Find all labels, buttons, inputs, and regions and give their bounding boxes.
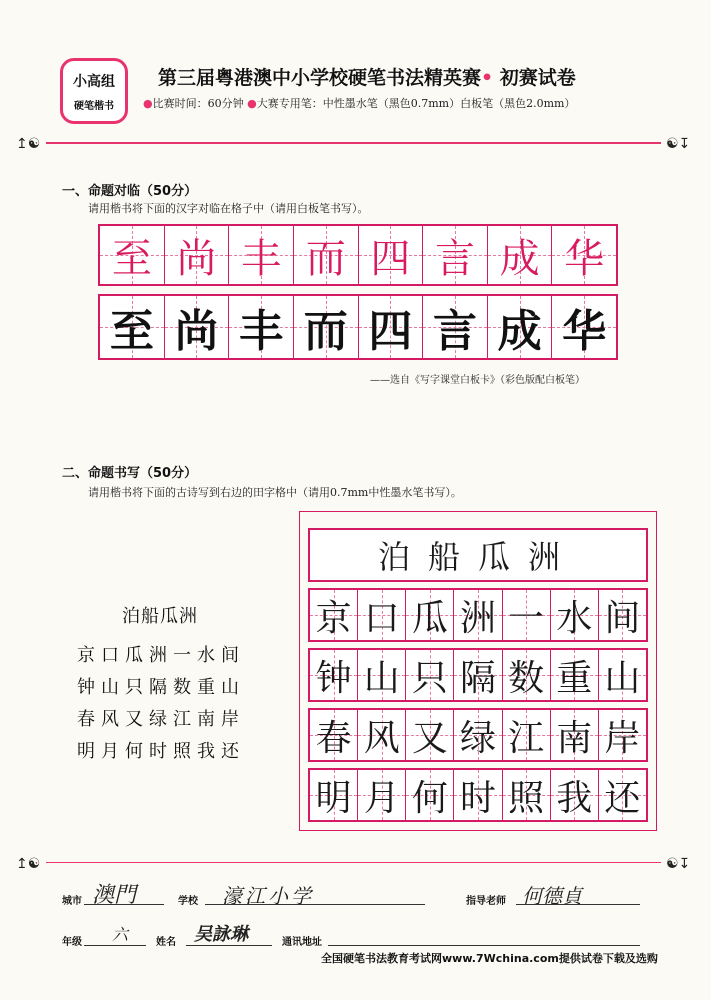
title-main: 第三届粤港澳中小学校硬笔书法精英赛 — [158, 67, 482, 89]
group-badge — [60, 58, 128, 124]
poem-char: 月 — [363, 777, 400, 819]
city-line — [84, 904, 164, 905]
poem-char: 钟 — [315, 657, 352, 699]
exam-time: 比赛时间：60分钟 — [152, 97, 244, 110]
grid-cell[interactable] — [503, 650, 551, 700]
grid-cell[interactable] — [488, 226, 553, 284]
grid-cell[interactable] — [551, 590, 599, 640]
poem-char: 时 — [459, 777, 496, 819]
section2-instruction: 请用楷书将下面的古诗写到右边的田字格中（请用0.7mm中性墨水笔书写）。 — [88, 486, 462, 499]
city-value[interactable]: 澳門 — [92, 883, 137, 908]
grid-cell[interactable] — [359, 226, 424, 284]
grid-cell[interactable] — [358, 770, 406, 820]
poem-char: 何 — [411, 777, 448, 819]
grid-cell[interactable] — [599, 590, 646, 640]
poem-char: 京 — [315, 597, 352, 639]
poem-grid-row — [308, 768, 648, 822]
poem-char: 照 — [508, 777, 545, 819]
poem-line: 钟山只隔数重山 — [77, 677, 245, 698]
poem-grid-row — [308, 588, 648, 642]
grid-cell[interactable] — [294, 296, 359, 358]
badge-group-label: 小高组 — [73, 73, 115, 90]
poem-char: 岸 — [604, 717, 641, 759]
poem-line: 春风又绿江南岸 — [77, 709, 245, 730]
address-label: 通讯地址 — [282, 937, 322, 948]
grid-cell[interactable] — [503, 770, 551, 820]
grid-cell[interactable] — [358, 590, 406, 640]
poem-char: 瓜 — [411, 597, 448, 639]
model-char: 而 — [305, 235, 346, 282]
poem-char: 我 — [556, 777, 593, 819]
grid-cell[interactable] — [294, 226, 359, 284]
poem-char: 又 — [411, 717, 448, 759]
poem-char: 口 — [363, 597, 400, 639]
top-divider — [46, 142, 661, 144]
ornament-right-icon: ☯↧ — [666, 856, 691, 872]
ornament-right-icon: ☯↧ — [666, 136, 691, 152]
poem-char: 一 — [508, 597, 545, 639]
poem-title-box[interactable] — [308, 528, 648, 582]
written-char: 华 — [562, 306, 607, 357]
grade-value[interactable]: 六 — [112, 925, 129, 944]
poem-line: 明月何时照我还 — [77, 741, 245, 762]
grade-line — [84, 945, 146, 946]
name-line — [186, 945, 272, 946]
poem-char: 隔 — [459, 657, 496, 699]
grid-cell[interactable] — [454, 650, 502, 700]
title-separator: • — [481, 67, 494, 89]
grid-cell[interactable] — [406, 650, 454, 700]
grid-cell[interactable] — [488, 296, 553, 358]
model-char: 四 — [370, 235, 411, 282]
model-char: 成 — [499, 235, 540, 282]
ornament-left-icon: ↥☯ — [16, 856, 41, 872]
grid-cell[interactable] — [454, 710, 502, 760]
poem-char: 山 — [363, 657, 400, 699]
source-note: ——选自《写字课堂白板卡》（彩色版配白板笔） — [370, 375, 585, 386]
grid-cell[interactable] — [310, 770, 358, 820]
grid-cell[interactable] — [406, 590, 454, 640]
grid-cell[interactable] — [310, 710, 358, 760]
poem-char: 江 — [508, 717, 545, 759]
poem-grid-row — [308, 648, 648, 702]
model-char: 尚 — [176, 235, 217, 282]
poem-grid-row — [308, 708, 648, 762]
grid-cell[interactable] — [503, 590, 551, 640]
grid-cell[interactable] — [551, 710, 599, 760]
section2-title: 二、命题书写（50分） — [62, 466, 198, 481]
poem-char: 间 — [604, 597, 641, 639]
poem-title: 泊船瓜洲 — [122, 606, 198, 627]
grid-cell[interactable] — [423, 226, 488, 284]
grid-cell[interactable] — [599, 650, 646, 700]
poem-line: 京口瓜洲一水间 — [77, 645, 245, 666]
poem-char: 还 — [604, 777, 641, 819]
address-line[interactable] — [328, 945, 640, 946]
teacher-label: 指导老师 — [466, 896, 506, 907]
grid-cell[interactable] — [406, 770, 454, 820]
grid-cell[interactable] — [229, 226, 294, 284]
exam-pen-info: 大赛专用笔：中性墨水笔（黑色0.7mm）白板笔（黑色2.0mm） — [256, 97, 576, 110]
ornament-left-icon: ↥☯ — [16, 136, 41, 152]
poem-char: 只 — [411, 657, 448, 699]
grade-label: 年级 — [62, 937, 82, 948]
teacher-line — [516, 904, 640, 905]
grid-cell[interactable] — [454, 770, 502, 820]
written-char: 四 — [368, 306, 413, 357]
exam-info — [143, 95, 575, 111]
page-title — [158, 63, 576, 90]
model-char: 丰 — [241, 235, 282, 282]
poem-char: 南 — [556, 717, 593, 759]
grid-cell[interactable] — [100, 226, 165, 284]
school-label: 学校 — [178, 896, 198, 907]
bullet-icon: ● — [247, 97, 257, 110]
grid-cell[interactable] — [552, 226, 616, 284]
section1-title: 一、命题对临（50分） — [62, 184, 198, 199]
grid-cell[interactable] — [599, 770, 646, 820]
written-char: 丰 — [239, 306, 284, 357]
grid-cell[interactable] — [406, 710, 454, 760]
bottom-divider — [46, 862, 661, 863]
written-char: 成 — [497, 306, 542, 357]
city-label: 城市 — [62, 896, 82, 907]
grid-cell[interactable] — [599, 710, 646, 760]
teacher-value[interactable]: 何德貞 — [522, 884, 582, 908]
grid-cell[interactable] — [454, 590, 502, 640]
model-char: 至 — [111, 235, 152, 282]
poem-char: 风 — [363, 717, 400, 759]
written-char: 言 — [432, 306, 477, 357]
grid-cell[interactable] — [165, 296, 230, 358]
poem-char: 数 — [508, 657, 545, 699]
written-char: 至 — [109, 306, 154, 357]
poem-char: 春 — [315, 717, 352, 759]
grid-cell[interactable] — [310, 650, 358, 700]
badge-style-label: 硬笔楷书 — [74, 100, 114, 112]
model-char: 华 — [564, 235, 605, 282]
name-value[interactable]: 吴詠琳 — [194, 924, 248, 945]
grid-cell[interactable] — [358, 650, 406, 700]
poem-char: 重 — [556, 657, 593, 699]
grid-cell[interactable] — [310, 590, 358, 640]
poem-char: 水 — [556, 597, 593, 639]
grid-cell[interactable] — [229, 296, 294, 358]
grid-cell[interactable] — [359, 296, 424, 358]
section1-instruction: 请用楷书将下面的汉字对临在格子中（请用白板笔书写）。 — [88, 202, 369, 215]
copy-answer-row — [98, 294, 618, 360]
model-char: 言 — [434, 235, 475, 282]
grid-cell[interactable] — [358, 710, 406, 760]
grid-cell[interactable] — [165, 226, 230, 284]
grid-cell[interactable] — [551, 650, 599, 700]
poem-char: 山 — [604, 657, 641, 699]
bullet-icon: ● — [143, 97, 153, 110]
school-line — [205, 904, 425, 905]
poem-grid-title: 泊船瓜洲 — [377, 538, 578, 576]
grid-cell[interactable] — [503, 710, 551, 760]
grid-cell[interactable] — [423, 296, 488, 358]
footer-note: 全国硬笔书法教育考试网www.7Wchina.com提供试卷下载及选购 — [321, 952, 658, 965]
title-tail: 初赛试卷 — [499, 67, 576, 89]
grid-cell[interactable] — [552, 296, 616, 358]
grid-cell[interactable] — [100, 296, 165, 358]
grid-cell[interactable] — [551, 770, 599, 820]
name-label: 姓名 — [156, 937, 176, 948]
copy-model-row — [98, 224, 618, 286]
poem-char: 洲 — [459, 597, 496, 639]
poem-char: 绿 — [459, 717, 496, 759]
poem-char: 明 — [315, 777, 352, 819]
school-value[interactable]: 濠江小学 — [222, 884, 314, 908]
written-char: 而 — [303, 306, 348, 357]
written-char: 尚 — [174, 306, 219, 357]
